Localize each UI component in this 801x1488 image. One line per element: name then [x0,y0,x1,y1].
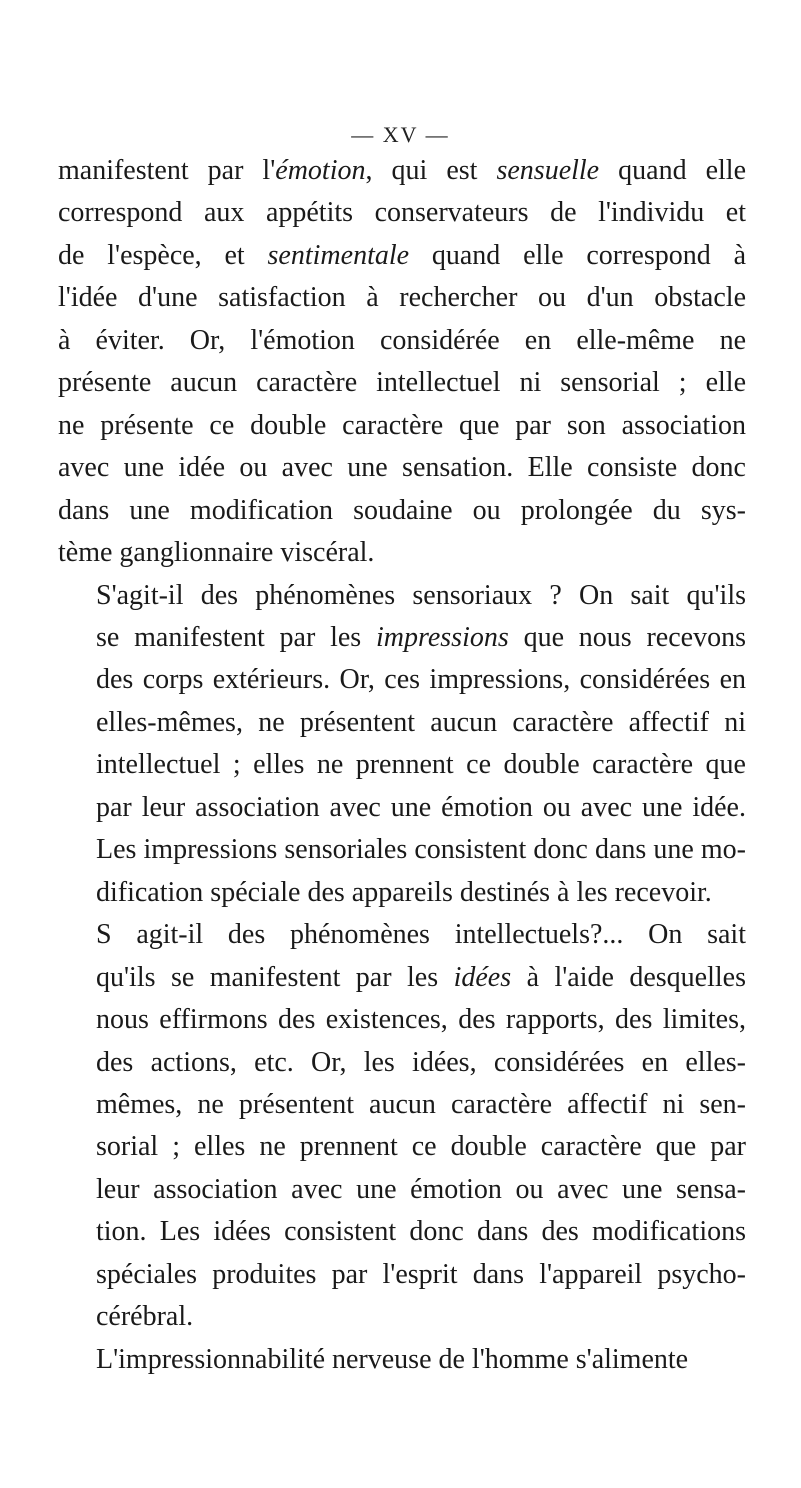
emphasized-term: idées [453,961,512,993]
text-line: qu'ils se manifestent par les idées à l'aide desquelles [96,961,746,993]
emphasized-term: sentimentale [267,239,410,271]
text-line: intellectuel ; elles ne prennent ce double caractère que [96,749,746,781]
text-line: tème ganglionnaire viscéral. [58,537,375,569]
text-line: leur association avec une émotion ou avec une sensa- [96,1173,746,1205]
paragraph [58,575,746,915]
emphasized-term: émotion [275,155,366,186]
text-line: avec une idée ou avec une sensation. Elle consiste donc [58,452,746,484]
text-line: nous effirmons des existences, des rapports, des limites, [96,1004,746,1036]
text-line: elles-mêmes, ne présentent aucun caractère affectif ni [96,706,746,738]
text-line: des actions, etc. Or, les idées, considérées en elles- [96,1046,746,1078]
emphasized-term: sensuelle [496,155,600,186]
text-line: de l'espèce, et sentimentale quand elle correspond à [58,239,746,271]
text-line: mêmes, ne présentent aucun caractère affectif ni sen- [96,1088,746,1120]
text-line: se manifestent par les impressions que nous recevons [96,621,746,653]
text-line: sorial ; elles ne prennent ce double caractère que par [96,1131,746,1163]
text-line: Les impressions sensoriales consistent donc dans une mo- [96,834,746,866]
text-line: L'impressionnabilité nerveuse de l'homme s'alimente [96,1343,689,1375]
text-line: manifestent par l'émotion, qui est sensuelle quand elle [58,155,746,186]
body-text [58,150,746,1381]
text-line: dans une modification soudaine ou prolongée du sys- [58,494,746,526]
page-number: — XV — [351,122,450,147]
text-line: ne présente ce double caractère que par son association [58,409,746,441]
paragraph [58,150,746,575]
text-line: dification spéciale des appareils destinés à les recevoir. [96,876,712,908]
text-line: présente aucun caractère intellectuel ni sensorial ; elle [58,367,746,399]
text-line: S agit-il des phénomènes intellectuels?... On sait [96,919,746,951]
text-line: l'idée d'une satisfaction à rechercher ou d'un obstacle [58,282,746,314]
text-line: correspond aux appétits conservateurs de l'individu et [58,197,746,229]
text-line: spéciales produites par l'esprit dans l'appareil psycho- [96,1258,746,1290]
text-line: par leur association avec une émotion ou avec une idée. [96,791,746,823]
paragraph [58,914,746,1339]
text-line: cérébral. [96,1301,194,1333]
emphasized-term: impressions [376,621,509,653]
text-line: des corps extérieurs. Or, ces impressions, considérées en [96,664,746,696]
paragraph [58,1339,746,1381]
text-line: tion. Les idées consistent donc dans des modifications [96,1216,746,1248]
text-line: S'agit-il des phénomènes sensoriaux ? On sait qu'ils [96,579,746,611]
text-line: à éviter. Or, l'émotion considérée en elle-même ne [58,324,746,356]
